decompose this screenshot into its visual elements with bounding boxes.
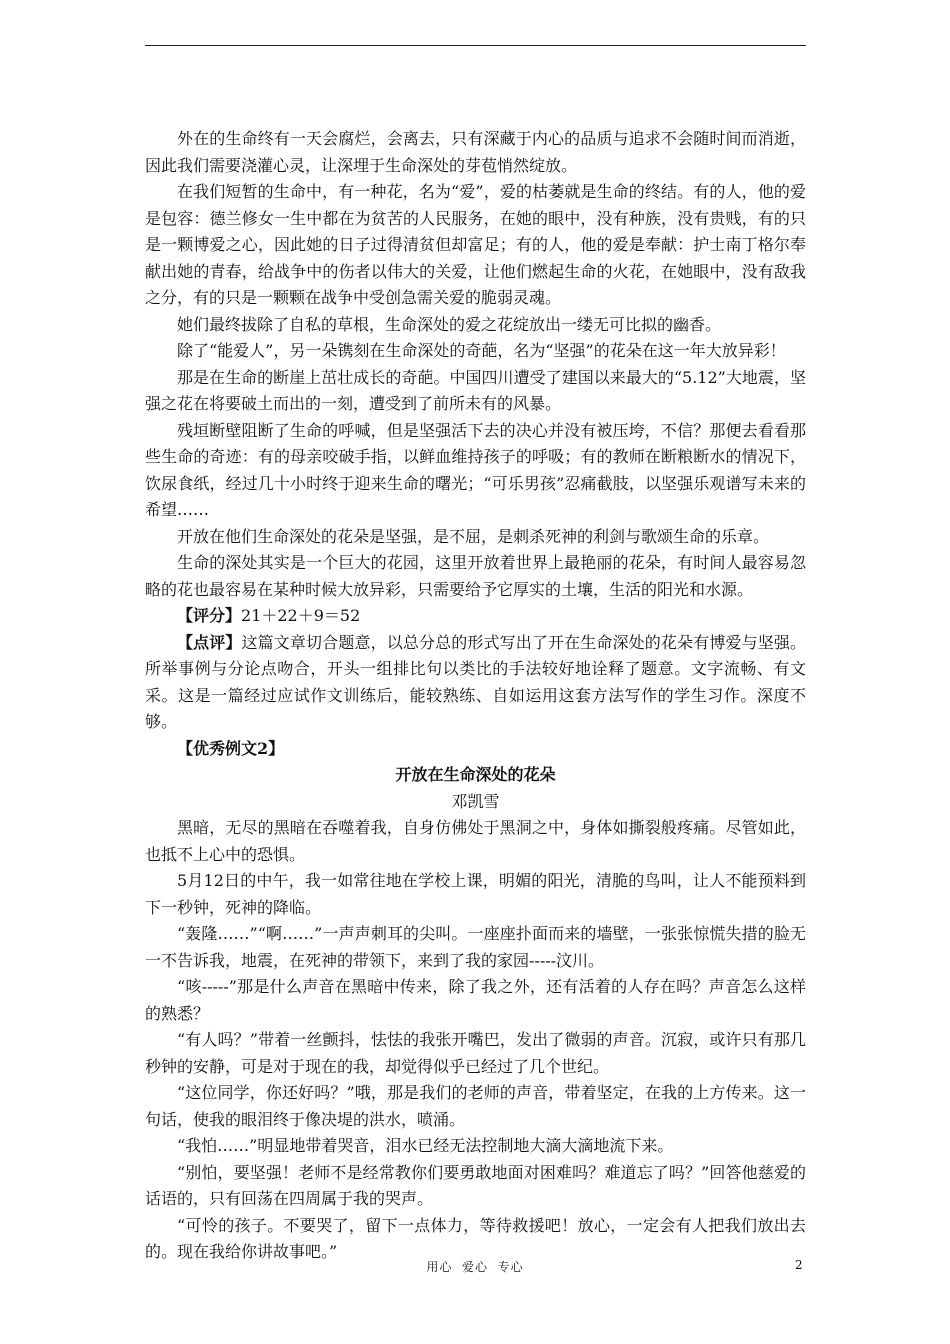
body-paragraph: “有人吗？”带着一丝颤抖，怯怯的我张开嘴巴，发出了微弱的声音。沉寂，或许只有那几秒钟的安静，可是对于现在的我，却觉得似乎已经过了几个世纪。 [145,1030,806,1076]
paragraph-label: 【评分】 [177,606,242,625]
body-paragraph: “轰隆……”“啊……”一声声刺耳的尖叫。一座座扑面而来的墙壁，一张张惊慌失措的脸无一不告诉我，地震，在死神的带领下，来到了我的家园-----汶川。 [145,924,806,970]
essay-author: 邓凯雪 [451,791,500,811]
section-heading: 【优秀例文2】 [177,738,285,758]
body-paragraph: 5月12日的中午，我一如常往地在学校上课，明媚的阳光，清脆的鸟叫，让人不能预料到下一秒钟，死神的降临。 [145,871,806,917]
document-body [145,126,806,1266]
footer-motto: 用心 爱心 专心 [426,1260,524,1274]
body-paragraph: 除了“能爱人”，另一朵镌刻在生命深处的奇葩，名为“坚强”的花朵在这一年大放异彩！ [177,341,786,360]
page-number: 2 [795,1258,803,1272]
body-paragraph: 开放在他们生命深处的花朵是坚强，是不屈，是刺杀死神的利剑与歌颂生命的乐章。 [177,526,770,546]
body-paragraph: 在我们短暂的生命中，有一种花，名为“爱”，爱的枯萎就是生命的终结。有的人，他的爱是包容：德兰修女一生中都在为贫苦的人民服务，在她的眼中，没有种族，没有贵贱，有的只是一颗博爱之心，因此她的日子过得清贫但却富足；有的人，他的爱是奉献：护士南丁格尔奉献出她的青春，给战争中的伤者以伟大的关爱，让他们燃起生命的火花，在她眼中，没有敌我之分，有的只是一颗颗在战争中受创急需关爱的脆弱灵魂。 [145,182,806,307]
body-paragraph: “我怕……”明显地带着哭音，泪水已经无法控制地大滴大滴地流下来。 [177,1136,674,1155]
paragraph-text: 这篇文章切合题意，以总分总的形式写出了开在生命深处的花朵有博爱与坚强。所举事例与分论点吻合，开头一组排比句以类比的手法较好地诠释了题意。文字流畅、有文采。这是一篇经过应试作文训练后，能较熟练、自如运用这套方法写作的学生习作。深度不够。 [145,632,806,731]
body-paragraph: “咳-----”那是什么声音在黑暗中传来，除了我之外，还有活着的人存在吗？声音怎么这样的熟悉？ [145,977,806,1023]
body-paragraph: 外在的生命终有一天会腐烂，会离去，只有深藏于内心的品质与追求不会随时间而消逝，因此我们需要浇灌心灵，让深埋于生命深处的芽苞悄然绽放。 [145,129,806,175]
body-paragraph: 黑暗，无尽的黑暗在吞噬着我，自身仿佛处于黑洞之中，身体如撕裂般疼痛。尽管如此，也抵不上心中的恐惧。 [145,818,806,864]
body-paragraph: 那是在生命的断崖上茁壮成长的奇葩。中国四川遭受了建国以来最大的“5.12”大地震，坚强之花在将要破土而出的一刻，遭受到了前所未有的风暴。 [145,367,806,413]
body-paragraph: “这位同学，你还好吗？”哦，那是我们的老师的声音，带着坚定，在我的上方传来。这一句话，使我的眼泪终于像决堤的洪水，喷涌。 [145,1083,806,1129]
body-paragraph: “别怕，要坚强！老师不是经常教你们要勇敢地面对困难吗？难道忘了吗？”回答他慈爱的话语的，只有回荡在四周属于我的哭声。 [145,1162,806,1208]
header-rule [145,45,806,46]
labeled-paragraph [145,630,806,736]
paragraph-label: 【点评】 [177,632,242,652]
essay-title: 开放在生命深处的花朵 [395,765,556,784]
body-paragraph: 她们最终拔除了自私的草根，生命深处的爱之花绽放出一缕无可比拟的幽香。 [177,314,722,334]
body-paragraph: 残垣断壁阻断了生命的呼喊，但是坚强活下去的决心并没有被压垮，不信？那便去看看那些生命的奇迹：有的母亲咬破手指，以鲜血维持孩子的呼吸；有的教师在断粮断水的情况下，饮尿食纸，经过几十小时终于迎来生命的曙光；“可乐男孩”忍痛截肢，以坚强乐观谱写未来的希望…… [145,420,806,519]
body-paragraph: “可怜的孩子。不要哭了，留下一点体力，等待救援吧！放心，一定会有人把我们放出去的。现在我给你讲故事吧。” [145,1215,806,1261]
body-paragraph: 生命的深处其实是一个巨大的花园，这里开放着世界上最艳丽的花朵，有时间人最容易忽略的花也最容易在某种时候大放异彩，只需要给予它厚实的土壤，生活的阳光和水源。 [145,553,806,599]
paragraph-text: 21＋22＋9＝52 [241,606,361,625]
labeled-paragraph [145,603,806,630]
